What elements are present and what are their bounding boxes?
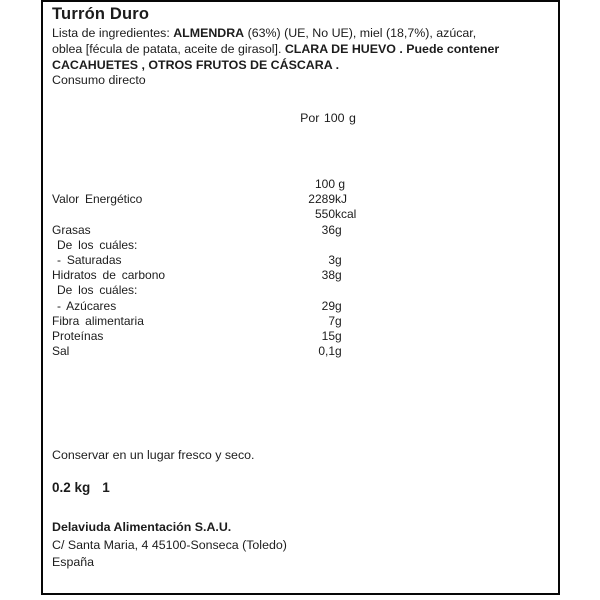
nutrient-value <box>235 329 342 344</box>
manufacturer-name: Delaviuda Alimentación S.A.U. <box>52 520 232 534</box>
value-unit: g <box>335 252 342 267</box>
value-number: 7 <box>328 313 335 328</box>
nutrition-table <box>43 177 558 359</box>
nutrition-column-header: Por 100 g <box>300 111 356 125</box>
nutrient-value <box>235 253 342 268</box>
ingredients-line <box>52 25 499 41</box>
nutrient-label: - Saturadas <box>57 252 122 267</box>
value-number: 36 <box>321 222 335 237</box>
product-label <box>41 0 560 595</box>
value-number: 2289 <box>308 192 335 207</box>
value-unit: g <box>335 313 342 328</box>
nutrient-value <box>235 299 342 314</box>
ingredients-line <box>52 57 499 73</box>
nutrient-label: Valor Energético <box>52 192 143 207</box>
value-unit: g <box>335 177 346 191</box>
allergen-text: CACAHUETES , OTROS FRUTOS DE CÁSCARA . <box>52 58 340 72</box>
nutrient-value <box>235 314 342 329</box>
nutrient-label: De los cuáles: <box>57 237 138 252</box>
value-unit: g <box>335 298 342 313</box>
value-number: 3 <box>328 252 335 267</box>
nutrient-label: Fibra alimentaria <box>52 313 144 328</box>
manufacturer-country: España <box>52 555 95 569</box>
net-weight <box>52 480 110 495</box>
nutrient-value <box>235 283 335 298</box>
table-row <box>43 253 558 268</box>
nutrient-label: Grasas <box>52 222 91 237</box>
consumption-note: Consumo directo <box>52 73 146 87</box>
storage-instructions: Conservar en un lugar fresco y seco. <box>52 448 255 462</box>
table-row <box>43 192 558 207</box>
product-title: Turrón Duro <box>52 5 150 23</box>
nutrient-value <box>235 192 347 207</box>
nutrient-label: - Azúcares <box>57 298 117 313</box>
nutrient-value <box>235 268 342 283</box>
table-row <box>43 314 558 329</box>
ingredients-text: (63%) (UE, No UE), miel (18,7%), azúcar, <box>244 26 477 40</box>
value-number: 100 <box>314 177 335 191</box>
nutrient-label: Hidratos de carbono <box>52 268 166 283</box>
table-row <box>43 283 558 298</box>
ingredients-text: Lista de ingredientes: <box>52 26 174 40</box>
table-row <box>43 344 558 359</box>
value-number: 38 <box>321 268 335 283</box>
table-row <box>43 329 558 344</box>
ingredients-line <box>52 41 499 57</box>
nutrient-value <box>235 223 342 238</box>
value-unit: g <box>335 328 342 343</box>
value-number: 15 <box>321 328 335 343</box>
nutrient-value <box>235 344 342 359</box>
ingredients-paragraph <box>52 25 499 73</box>
nutrient-label: De los cuáles: <box>57 283 138 298</box>
nutrient-label: Proteínas <box>52 328 104 343</box>
value-unit: g <box>335 344 342 359</box>
table-row <box>43 299 558 314</box>
table-row <box>43 268 558 283</box>
manufacturer-block <box>52 519 287 572</box>
allergen-text: ALMENDRA <box>173 26 245 40</box>
table-row <box>43 177 558 192</box>
ingredients-text: oblea [fécula de patata, aceite de girasol]. <box>52 42 285 56</box>
nutrient-value <box>235 238 335 253</box>
table-row <box>43 207 558 222</box>
unit-count: 1 <box>102 480 110 495</box>
value-unit: kcal <box>335 207 357 222</box>
table-row <box>43 238 558 253</box>
value-unit: kJ <box>335 192 347 207</box>
net-weight-value: 0.2 kg <box>52 480 91 495</box>
nutrient-value <box>235 177 345 192</box>
value-number: 29 <box>321 298 335 313</box>
nutrient-value <box>235 207 356 222</box>
value-unit: g <box>335 222 342 237</box>
allergen-text: CLARA DE HUEVO . Puede contener <box>284 42 500 56</box>
manufacturer-address: C/ Santa Maria, 4 45100-Sonseca (Toledo) <box>52 537 287 552</box>
value-number: 550 <box>314 207 335 222</box>
value-unit: g <box>335 268 342 283</box>
nutrient-label: Sal <box>52 344 70 359</box>
table-row <box>43 223 558 238</box>
value-number: 0,1 <box>318 344 335 359</box>
